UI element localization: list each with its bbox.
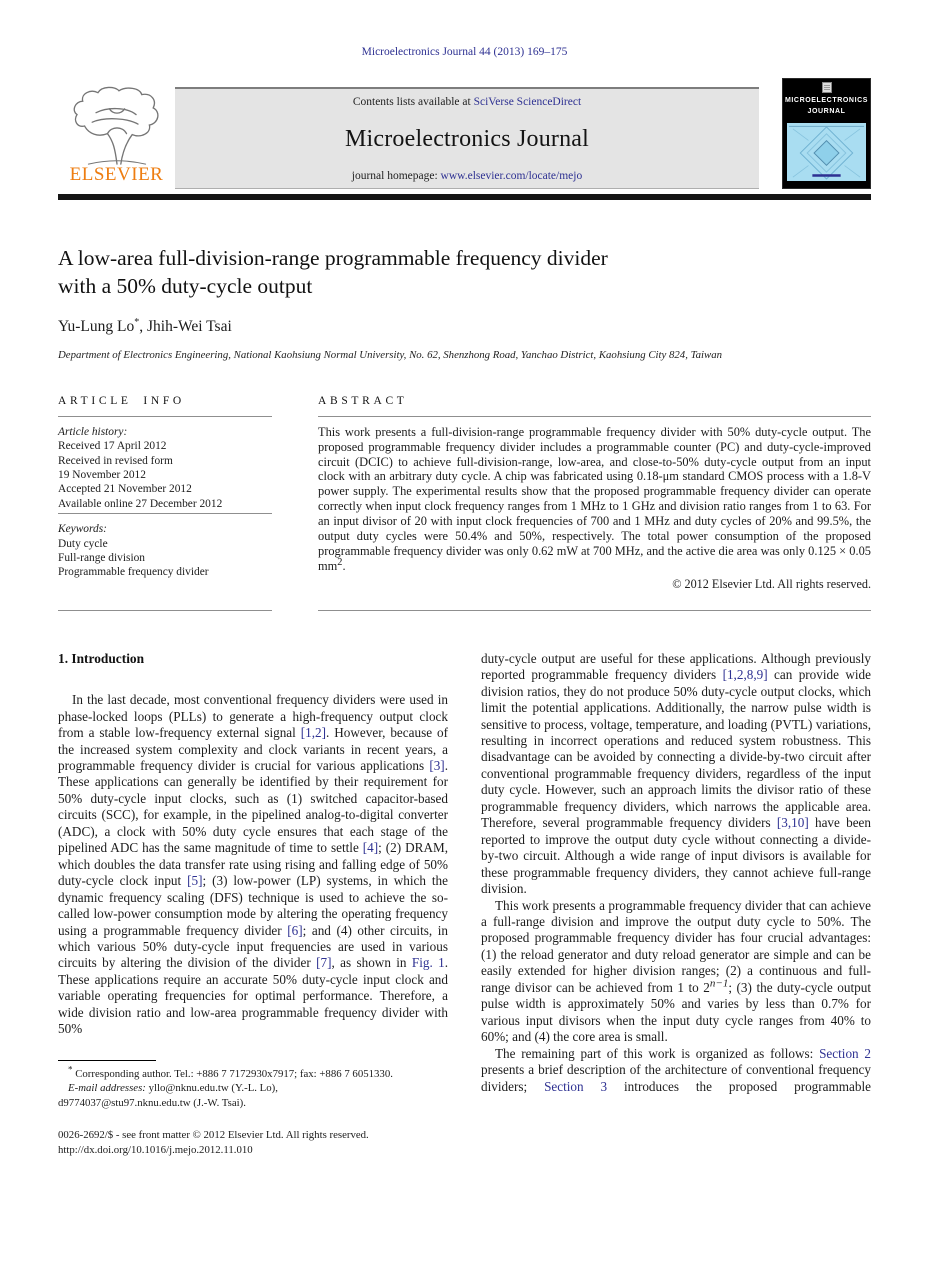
section-2-link[interactable]: Section 2 (819, 1045, 871, 1061)
text-segment: can provide wide division ratios, they do not produce 50% duty-cycle output clocks, which limit the potential applications. Additionally, the narrow pulse width is sensitive to process, voltage, temperature, and loading (PVTL) variations, resulting in incorrect operations and reduced system robustness. This disadvantage can be avoided by connecting a divide-by-two circuit after conventional programmable frequency dividers, regardless of the input duty cycle. However, such an approach limits the divisor ratio of these programmable frequency dividers, which narrows the applicable area. Therefore, several programmable frequency dividers (481, 667, 871, 831)
body-column-right (481, 651, 871, 1158)
issn-line: 0026-2692/$ - see front matter © 2012 Elsevier Ltd. All rights reserved. (58, 1128, 369, 1141)
elsevier-logo (58, 86, 175, 189)
meta-section (58, 395, 871, 611)
author-list (58, 318, 871, 336)
text-segment: ; and (4) other circuits, in which various 50% duty-cycle input frequencies are used in various circuits by altering the division of the divider (58, 922, 448, 971)
corresponding-author-marker: * (134, 316, 140, 328)
contents-list-line (179, 96, 755, 108)
abstract-heading: ABSTRACT (318, 394, 408, 407)
intro-paragraph-left (58, 692, 448, 1038)
contents-list-prefix: Contents lists available at (352, 96, 474, 108)
ref-link-1-2[interactable]: [1,2] (300, 725, 327, 741)
text-segment: . These applications require an accurate 50% duty-cycle input clock and variable operating frequencies for optimal performance. Therefore, a wide division ratio and low-area programmable frequency divider with 50% (58, 955, 449, 1037)
abstract-copyright: © 2012 Elsevier Ltd. All rights reserved. (672, 576, 871, 591)
cover-title-line2: JOURNAL (807, 107, 846, 115)
elsevier-wordmark: ELSEVIER (69, 164, 164, 185)
text-segment: Yu-Lung Lo (58, 317, 135, 335)
keywords-label: Keywords: (58, 523, 107, 536)
text-segment: This work presents a full-division-range programmable frequency divider with 50% duty-cycle output. The proposed programmable frequency divider includes a programmable counter (PC) and duty-cycle-improved circuit (DCIC) to achieve full-division-range, low-area, and close-to-50% duty-cycle output from an input clock with an arbitrary duty cycle. A chip was fabricated using 0.18-μm standard CMOS process with a 1.8-V power supply. The experimental results show that the proposed programmable frequency divider can operate correctly when input clock frequency ranges from 1 MHz to 1 GHz and division ratio ranges from 1 to 63. For an input divisor of 20 with input clock frequencies of 700 and 1 MHz and duty cycles of 20% and 99.5%, the output duty cycles were 50.4% and 50%, respectively. The total power consumption of the proposed programmable frequency divider was only 0.62 mW at 700 MHz, and the active die area was only 0.125 × 0.05 mm (318, 424, 871, 573)
sciverse-sciencedirect-link[interactable]: SciVerse ScienceDirect (473, 96, 582, 108)
article-title-line1: A low-area full-division-range programmable frequency divider (58, 246, 608, 270)
abstract-section (318, 395, 871, 611)
text-segment: introduces the proposed programmable (607, 1078, 872, 1094)
journal-homepage-link[interactable]: www.elsevier.com/locate/mejo (440, 170, 583, 182)
ref-link-3[interactable]: [3] (429, 758, 445, 774)
abstract-text (318, 425, 871, 574)
cover-journal-title (783, 96, 870, 117)
cover-chip-art-icon (787, 123, 866, 181)
paper-page (58, 46, 871, 1158)
history-item: Available online 27 December 2012 (58, 497, 223, 510)
text-segment: ; (3) low-power (LP) systems, in which the dynamic frequency scaling (DFS) technique is used to achieve the so-called low-power consumption mode by altering the operating frequency using a programmable frequency divider (58, 873, 448, 938)
history-item: Accepted 21 November 2012 (58, 483, 192, 496)
keyword-item: Full-range division (58, 552, 146, 564)
text-segment: * (68, 1064, 73, 1075)
cover-emblem-icon (822, 82, 832, 93)
article-info-section (58, 395, 272, 611)
footnote-block (58, 1060, 448, 1158)
intro-heading: 1. Introduction (58, 650, 145, 666)
article-history-label: Article history: (58, 425, 128, 438)
text-segment: , as shown in (331, 955, 412, 971)
ref-link-4[interactable]: [4] (362, 840, 379, 856)
history-item: 19 November 2012 (58, 468, 146, 481)
article-title-line2: with a 50% duty-cycle output (58, 274, 313, 299)
body-column-left (58, 651, 448, 1158)
body-columns (58, 651, 871, 1158)
homepage-prefix: journal homepage: (351, 170, 441, 182)
article-info-top-rule (58, 416, 272, 417)
ref-link-6[interactable]: [6] (287, 922, 303, 938)
footnote-rule (58, 1060, 156, 1061)
intro-paragraph-3 (481, 1046, 871, 1095)
affiliation: Department of Electronics Engineering, National Kaohsiung Normal University, No. 62, Shenzhong Road, Yanchao District, Kaohsiung City 824, Taiwan (58, 348, 723, 361)
ref-link-3-10[interactable]: [3,10] (776, 815, 809, 831)
ref-link-7[interactable]: [7] (316, 955, 332, 971)
article-history (58, 425, 272, 511)
cover-title-line1: MICROELECTRONICS (784, 97, 869, 104)
text-segment: yllo@nknu.edu.tw (Y.-L. Lo), (148, 1082, 278, 1095)
text-segment: . (342, 558, 346, 573)
journal-title: Microelectronics Journal (344, 125, 590, 152)
publisher-block (58, 1128, 448, 1158)
history-item: Received in revised form (58, 454, 173, 467)
keyword-item: Duty cycle (58, 537, 108, 550)
article-info-heading: ARTICLE INFO (58, 394, 185, 407)
text-segment: n−1 (709, 977, 729, 990)
journal-homepage-line (179, 170, 755, 182)
elsevier-tree-icon (58, 86, 175, 166)
text-segment: have been reported to improve the output duty cycle without connecting a divide-by-two circuit. Although a wide range of input divisors is available for these programmable frequency dividers, they cannot achieve full-range division. (481, 815, 871, 897)
text-segment: In the last decade, most conventional frequency dividers were used in phase-locked loops (PLLs) to generate a high-frequency output clock from a stable low-frequency external signal (58, 692, 448, 741)
ref-link-1-2-8-9[interactable]: [1,2,8,9] (722, 667, 768, 683)
text-segment: presents a brief description of the architecture of conventional frequency dividers; (481, 1062, 871, 1094)
text-segment: . These applications can generally be identified by their requirement for 50% duty-cycle input clocks, such as (1) switched capacitor-based circuits (SCC), for example, in the pipelined analog-to-digital converter (ADC), a clock with 50% duty cycle ensures that each stage of the pipelined ADC has the same magnitude of time to settle (58, 758, 448, 856)
text-segment: , Jhih-Wei Tsai (139, 317, 232, 335)
section-3-link[interactable]: Section 3 (544, 1078, 608, 1094)
keyword-item: Programmable frequency divider (58, 566, 209, 579)
text-segment: d9774037@stu97.nknu.edu.tw (J.-W. Tsai). (58, 1096, 246, 1109)
ref-link-5[interactable]: [5] (187, 873, 203, 889)
text-segment: This work presents a programmable frequency divider that can achieve a full-range division and improve the output duty cycle to 50%. The proposed programmable frequency divider has four crucial advantages: (1) the reload generator and duty reload generator are simple and can be easily extended for higher division ranges; (2) a continuous and full-range divisor can be achieved from 1 to 2 (481, 897, 871, 995)
article-info-mid-rule (58, 513, 272, 514)
article-title (58, 244, 871, 301)
footnote-emails (58, 1081, 448, 1110)
journal-cover-thumbnail (782, 78, 871, 189)
text-segment: Corresponding author. Tel.: +886 7 7172930x7917; fax: +886 7 6051330. (72, 1067, 393, 1080)
banner-center-panel (175, 87, 759, 189)
abstract-top-rule (318, 416, 871, 417)
journal-citation: Microelectronics Journal 44 (2013) 169–175 (361, 46, 568, 58)
history-item: Received 17 April 2012 (58, 440, 167, 453)
text-segment: E-mail addresses: (68, 1082, 149, 1095)
text-segment: The remaining part of this work is organized as follows: (495, 1045, 820, 1061)
text-segment: duty-cycle output are useful for these applications. Although previously reported programmable frequency dividers (481, 650, 871, 683)
keywords-block (58, 522, 272, 580)
doi-line: http://dx.doi.org/10.1016/j.mejo.2012.11.010 (58, 1143, 253, 1156)
text-segment: ; (2) DRAM, which doubles the data transfer rate using rising and falling edge of 50% duty-cycle clock input (58, 840, 448, 889)
text-segment: . However, because of the increased system complexity and clock variants in recent years, a programmable frequency divider is crucial for various applications (58, 725, 448, 774)
journal-banner (58, 86, 871, 189)
intro-paragraph-2 (481, 898, 871, 1046)
text-segment: 2 (337, 556, 343, 568)
fig-1-link[interactable]: Fig. 1 (411, 955, 445, 971)
text-segment: ; (3) the duty-cycle output pulse width is approximately 50% and varies by less than 0.7% for various input divisors when the input duty cycle ranges from 40% to 60%; and (4) the core area is small. (481, 979, 871, 1045)
header-divider-bar (58, 194, 871, 200)
intro-paragraph-right-cont (481, 651, 871, 898)
footnote-corresponding (58, 1064, 448, 1082)
